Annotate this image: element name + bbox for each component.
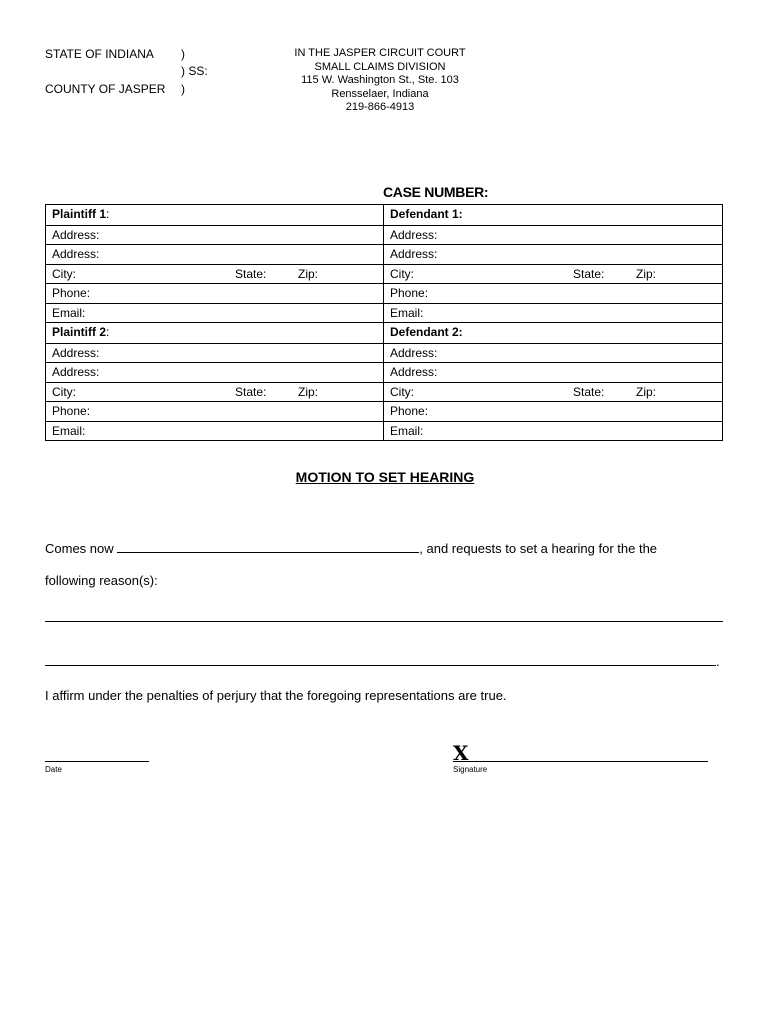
zip-label: Zip:	[636, 384, 657, 399]
court-street: 115 W. Washington St., Ste. 103	[301, 74, 459, 86]
plaintiff-1-section	[46, 205, 384, 322]
plaintiff-1-city-row[interactable]	[46, 264, 383, 284]
following-reasons: following reason(s):	[45, 573, 158, 588]
venue-paren-1: )	[181, 47, 185, 61]
affirmation-text: I affirm under the penalties of perjury that the foregoing representations are true.	[45, 688, 507, 703]
defendant-1-address-1[interactable]: Address:	[384, 225, 722, 245]
plaintiff-1-email[interactable]: Email:	[46, 303, 383, 323]
zip-label: Zip:	[298, 384, 319, 399]
plaintiff-2-section	[46, 323, 384, 440]
venue-ss: ) SS:	[181, 64, 208, 78]
venue-paren-2: )	[181, 82, 185, 96]
plaintiff-2-heading	[46, 323, 383, 343]
plaintiff-2-address-1[interactable]: Address:	[46, 343, 383, 363]
defendant-2-section	[384, 323, 722, 440]
state-label: State:	[235, 384, 267, 399]
court-phone: 219-866-4913	[345, 101, 415, 113]
defendant-2-address-2[interactable]: Address:	[384, 362, 722, 382]
city-label: City:	[52, 384, 76, 399]
comes-now-line	[45, 539, 657, 556]
signature-label: Signature	[453, 765, 488, 774]
zip-label: Zip:	[636, 266, 657, 281]
court-division: SMALL CLAIMS DIVISION	[314, 60, 446, 73]
plaintiff-2-colon: :	[106, 325, 110, 339]
plaintiff-1-name-label: Plaintiff 1	[52, 207, 107, 221]
parties-block-1	[46, 205, 722, 322]
defendant-1-address-2[interactable]: Address:	[384, 244, 722, 264]
state-label: State:	[573, 384, 605, 399]
plaintiff-2-email[interactable]: Email:	[46, 421, 383, 441]
state-of-indiana: STATE OF INDIANA	[45, 47, 154, 61]
city-label: City:	[390, 384, 414, 399]
signature-line[interactable]	[453, 748, 708, 762]
defendant-1-city-row[interactable]	[384, 264, 722, 284]
reason-line-1[interactable]	[45, 608, 723, 622]
x-signature-icon: X	[453, 741, 469, 765]
date-line[interactable]	[45, 748, 149, 762]
reason-line-2[interactable]	[45, 652, 716, 666]
state-label: State:	[573, 266, 605, 281]
reason-line-2-wrap	[45, 652, 720, 669]
parties-block-2	[46, 322, 722, 440]
defendant-1-phone[interactable]: Phone:	[384, 283, 722, 303]
court-header	[270, 47, 490, 115]
requests-text: , and requests to set a hearing for the the	[419, 541, 658, 556]
defendant-2-heading: Defendant 2:	[390, 325, 463, 339]
city-label: City:	[52, 266, 76, 281]
plaintiff-1-colon: :	[106, 207, 110, 221]
date-label: Date	[45, 765, 62, 774]
defendant-2-address-1[interactable]: Address:	[384, 343, 722, 363]
defendant-1-heading: Defendant 1:	[390, 207, 463, 221]
defendant-1-email[interactable]: Email:	[384, 303, 722, 323]
plaintiff-2-city-row[interactable]	[46, 382, 383, 402]
plaintiff-1-phone[interactable]: Phone:	[46, 283, 383, 303]
defendant-1-section	[384, 205, 722, 322]
state-label: State:	[235, 266, 267, 281]
court-city: Rensselaer, Indiana	[331, 87, 429, 100]
court-name: IN THE JASPER CIRCUIT COURT	[294, 47, 466, 59]
plaintiff-1-address-2[interactable]: Address:	[46, 244, 383, 264]
party-name-blank[interactable]	[117, 539, 419, 553]
county-of-jasper: COUNTY OF JASPER	[45, 82, 166, 96]
motion-title: MOTION TO SET HEARING	[295, 469, 475, 485]
parties-table	[45, 204, 723, 441]
plaintiff-2-phone[interactable]: Phone:	[46, 401, 383, 421]
plaintiff-1-heading	[46, 205, 383, 225]
plaintiff-2-name-label: Plaintiff 2	[52, 325, 107, 339]
plaintiff-2-address-2[interactable]: Address:	[46, 362, 383, 382]
defendant-2-city-row[interactable]	[384, 382, 722, 402]
defendant-2-phone[interactable]: Phone:	[384, 401, 722, 421]
defendant-2-email[interactable]: Email:	[384, 421, 722, 441]
case-number-label: CASE NUMBER:	[383, 184, 489, 200]
city-label: City:	[390, 266, 414, 281]
plaintiff-1-address-1[interactable]: Address:	[46, 225, 383, 245]
comes-now-text: Comes now	[45, 541, 114, 556]
zip-label: Zip:	[298, 266, 319, 281]
reason-period: .	[716, 654, 720, 669]
